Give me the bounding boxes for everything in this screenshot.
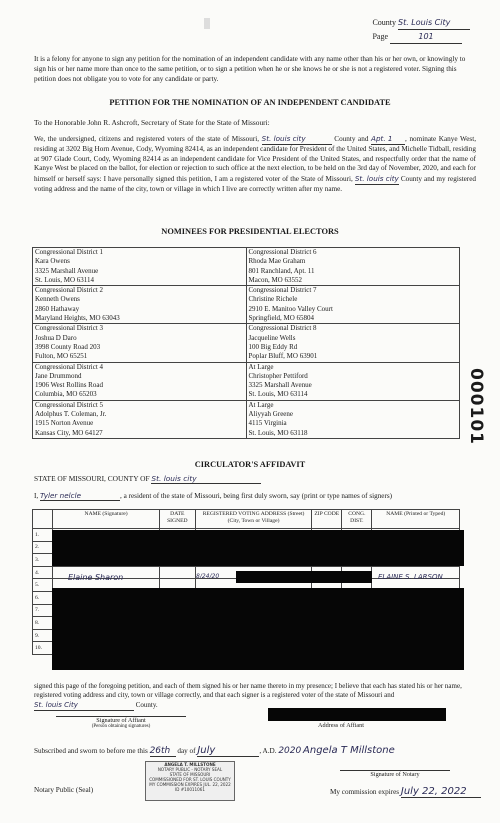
nominee-line: Columbia, MO 65203 <box>35 390 97 399</box>
redaction-block <box>52 588 464 670</box>
row4-printed-name: ELAINE S. LARSON <box>378 573 443 581</box>
nominee-line: Kara Owens <box>35 257 70 266</box>
subscribed-prefix: Subscribed and sworn to before me this <box>34 747 148 755</box>
nominee-cell <box>246 324 460 362</box>
page-value: 101 <box>390 30 462 44</box>
nominee-cell <box>33 248 247 286</box>
notary-signature: Angela T Millstone <box>303 745 395 756</box>
signature-cell <box>159 566 195 579</box>
seal-line: MY COMMISSION EXPIRES JUL. 22, 2022 <box>149 782 231 788</box>
nominee-line: Fulton, MO 65251 <box>35 352 88 361</box>
seal-line: STATE OF MISSOURI <box>169 772 211 778</box>
nominee-line: Jacqueline Wells <box>248 333 296 342</box>
page-serial-number: 000101 <box>466 368 486 445</box>
notary-public-label: Notary Public (Seal) <box>34 786 94 794</box>
felony-notice: It is a felony for anyone to sign any petition for the nomination of an independent candidate with any name other than his or her own, or knowingly to sign his or her name more than once to the same petition, or to sign a petition when he or she knows he or she is not a registered voter. Signing this petition does not obligate you to vote for any candidate or party. <box>34 55 466 83</box>
nominee-cell <box>33 362 247 400</box>
nominee-line: Maryland Heights, MO 63043 <box>35 314 120 323</box>
affiant-address-label: Address of Affiant <box>318 722 364 729</box>
signature-table-header: NAME (Printed or Typed) <box>372 510 460 529</box>
nominee-row <box>33 248 460 286</box>
nominee-cell <box>246 286 460 324</box>
nominee-cell <box>33 400 247 438</box>
nominee-line: 4115 Virginia <box>248 419 287 428</box>
nominee-cell <box>33 286 247 324</box>
redaction-block <box>236 571 372 583</box>
nominee-line: Poplar Bluff, MO 63901 <box>248 352 318 361</box>
county-page-box <box>372 16 470 44</box>
nominee-row <box>33 324 460 362</box>
nominee-line: Congressional District 7 <box>248 286 317 295</box>
nominee-cell <box>33 324 247 362</box>
nominee-row <box>33 286 460 324</box>
commission-line <box>330 786 481 798</box>
nominee-line: St. Louis, MO 63114 <box>248 390 308 399</box>
ad-label: , A.D. <box>259 747 277 755</box>
nominee-line: Congressional District 3 <box>35 324 104 333</box>
county-label: County <box>372 18 396 27</box>
subscribed-line <box>34 745 395 757</box>
nominee-line: 1915 Norton Avenue <box>35 419 94 428</box>
signature-table-header: ZIP CODE <box>312 510 342 529</box>
nominees-table <box>32 247 460 439</box>
seal-line: ANGELA T. MILLSTONE <box>164 762 216 767</box>
staple-mark <box>204 18 210 29</box>
nominee-line: St. Louis, MO 63114 <box>35 275 95 284</box>
attestation-body: signed this page of the foregoing petition, and each of them signed his or her name thereto in my presence; I believe that each has stated his or her name, registered voting address and city, town or village correctly, and that each signer is a registered voter of the state of Missouri and <box>34 682 462 700</box>
subscribed-day: 26th <box>150 746 176 757</box>
day-of-label: day of <box>177 747 196 755</box>
affidavit-county-fill: St. louis city <box>151 474 261 484</box>
nominee-line: St. Louis, MO 63118 <box>248 428 308 437</box>
affidavit-title: CIRCULATOR'S AFFIDAVIT <box>194 460 306 469</box>
nominee-line: Christopher Pettiford <box>248 371 308 380</box>
nominee-line: Congressional District 2 <box>35 286 104 295</box>
nominee-line: Congressional District 1 <box>35 248 104 256</box>
nominee-line: Aliyyah Greene <box>248 410 294 419</box>
signature-row-number: 8. <box>33 617 53 630</box>
notary-signature-block <box>340 770 450 778</box>
sworn-suffix: , a resident of the state of Missouri, being first duly sworn, say (print or type names of signers) <box>120 492 393 500</box>
signature-table-header: CONG. DIST. <box>342 510 372 529</box>
nominee-line: Kansas City, MO 64127 <box>35 428 103 437</box>
petition-title: PETITION FOR THE NOMINATION OF AN INDEPENDENT CANDIDATE <box>109 98 391 107</box>
signature-row-number: 6. <box>33 591 53 604</box>
nominee-cell <box>246 248 460 286</box>
commission-date: July 22, 2022 <box>401 786 481 798</box>
attestation-county-label: County. <box>135 700 158 709</box>
nominee-line: Adolphus T. Coleman, Jr. <box>35 410 107 419</box>
redaction-block <box>52 530 464 566</box>
nominee-cell <box>246 400 460 438</box>
petition-text-part: We, the undersigned, citizens and registered voters of the state of Missouri, <box>34 135 260 143</box>
signature-row-number: 10. <box>33 642 53 655</box>
county-fill: St. louis city <box>262 134 332 145</box>
nominee-row <box>33 362 460 400</box>
nominee-line: Joshua D Daro <box>35 333 77 342</box>
nominee-row <box>33 400 460 438</box>
circulator-name: Tyler nelcle <box>40 491 120 501</box>
affidavit-sworn-line <box>34 491 392 501</box>
affiant-signature-block <box>56 716 186 729</box>
signature-row-number: 7. <box>33 604 53 617</box>
nominee-line: Jane Drummond <box>35 371 82 380</box>
nominees-title: NOMINEES FOR PRESIDENTIAL ELECTORS <box>161 227 339 236</box>
nominee-line: Congressional District 4 <box>35 362 104 371</box>
petition-text <box>34 134 476 195</box>
subscribed-month: July <box>197 745 259 757</box>
row4-date: 8/24/20 <box>196 573 220 580</box>
commission-label: My commission expires <box>330 788 400 796</box>
nominee-line: 801 Ranchland, Apt. 11 <box>248 266 315 275</box>
nominee-line: Congressional District 5 <box>35 400 104 409</box>
nominee-line: 3325 Marshall Avenue <box>35 266 99 275</box>
signature-row-number: 3. <box>33 554 53 567</box>
nominee-line: Christine Richele <box>248 295 298 304</box>
notary-signature-label: Signature of Notary <box>370 771 420 778</box>
seal-line: NOTARY PUBLIC - NOTARY SEAL <box>157 767 223 773</box>
nominee-line: 2860 Hathaway <box>35 304 80 313</box>
nominee-line: Springfield, MO 65804 <box>248 314 315 323</box>
addressee: To the Honorable John R. Ashcroft, Secretary of State for the State of Missouri: <box>34 118 270 127</box>
county-value: St. Louis City <box>398 16 470 30</box>
page-label: Page <box>372 32 388 41</box>
petition-text-part: County and my registered voting address and the name of the city, town or village in which I live are correctly written after my name. <box>34 175 476 193</box>
nominee-line: 3998 County Road 203 <box>35 342 101 351</box>
sworn-prefix: I, <box>34 492 39 500</box>
seal-line: COMMISSIONED FOR ST. LOUIS COUNTY <box>149 777 231 783</box>
signature-row-number: 2. <box>33 541 53 554</box>
nominee-line: 100 Big Eddy Rd <box>248 342 298 351</box>
affiant-signature-label: Signature of Affiant <box>96 717 146 724</box>
nominee-line: 1906 West Rollins Road <box>35 381 103 390</box>
signature-row-number: 9. <box>33 629 53 642</box>
row4-signature: Elaine Sharon <box>68 573 124 582</box>
seal-line: ID #10011061 <box>175 787 205 793</box>
nominee-line: At Large <box>248 362 274 371</box>
signature-row-number: 5. <box>33 579 53 592</box>
signature-table-header: REGISTERED VOTING ADDRESS (Street) (City, Town or Village) <box>195 510 311 529</box>
nominee-line: 3325 Marshall Avenue <box>248 381 312 390</box>
subscribed-year: 2020 <box>278 746 302 756</box>
nominee-line: 2910 E. Manitoo Valley Court <box>248 304 333 313</box>
ward-fill: Apt. 1 <box>371 134 405 145</box>
signature-table-header: DATE SIGNED <box>159 510 195 529</box>
notary-seal <box>145 761 235 801</box>
affiant-signature-sublabel: (Person obtaining signatures) <box>91 724 151 729</box>
county-fill-2: St. louis city <box>354 174 399 184</box>
attestation-text <box>34 682 476 711</box>
state-line-label: STATE OF MISSOURI, COUNTY OF <box>34 474 150 483</box>
nominee-cell <box>246 362 460 400</box>
nominee-line: Kenneth Owens <box>35 295 80 304</box>
nominee-line: At Large <box>248 400 274 409</box>
affiant-address-block <box>276 722 406 729</box>
nominee-line: Macon, MO 63552 <box>248 275 302 284</box>
attestation-county-fill: St. louis City <box>34 701 134 711</box>
signature-row-number: 1. <box>33 529 53 542</box>
signature-row-number: 4. <box>33 566 53 579</box>
petition-text-part: , nominate Kanye West, residing at 3202 Big Horn Avenue, Cody, Wyoming 82414, as an independent candidate for President of the United States, and Michelle Tidball, residing at 907 Glade Court, Cody, Wyoming 82414 as an independent candidate for Vice President of the United States, and respectfully order that the name of Kanye West be placed on the ballot, for election or rejection to such office at the next election, to be held on the 3rd day of November, 2020, and each for himself or herself says: I have personally signed this petition, I am a registered voter of the State of Missouri, <box>34 135 477 184</box>
affidavit-state-line <box>34 474 261 484</box>
nominee-line: Rhoda Mae Graham <box>248 257 306 266</box>
signature-table-header: NAME (Signature) <box>53 510 160 529</box>
signature-table-header <box>33 510 53 529</box>
nominee-line: Congressional District 6 <box>248 248 317 256</box>
petition-text-part: County and <box>334 135 369 143</box>
nominee-line: Congressional District 8 <box>248 324 317 333</box>
